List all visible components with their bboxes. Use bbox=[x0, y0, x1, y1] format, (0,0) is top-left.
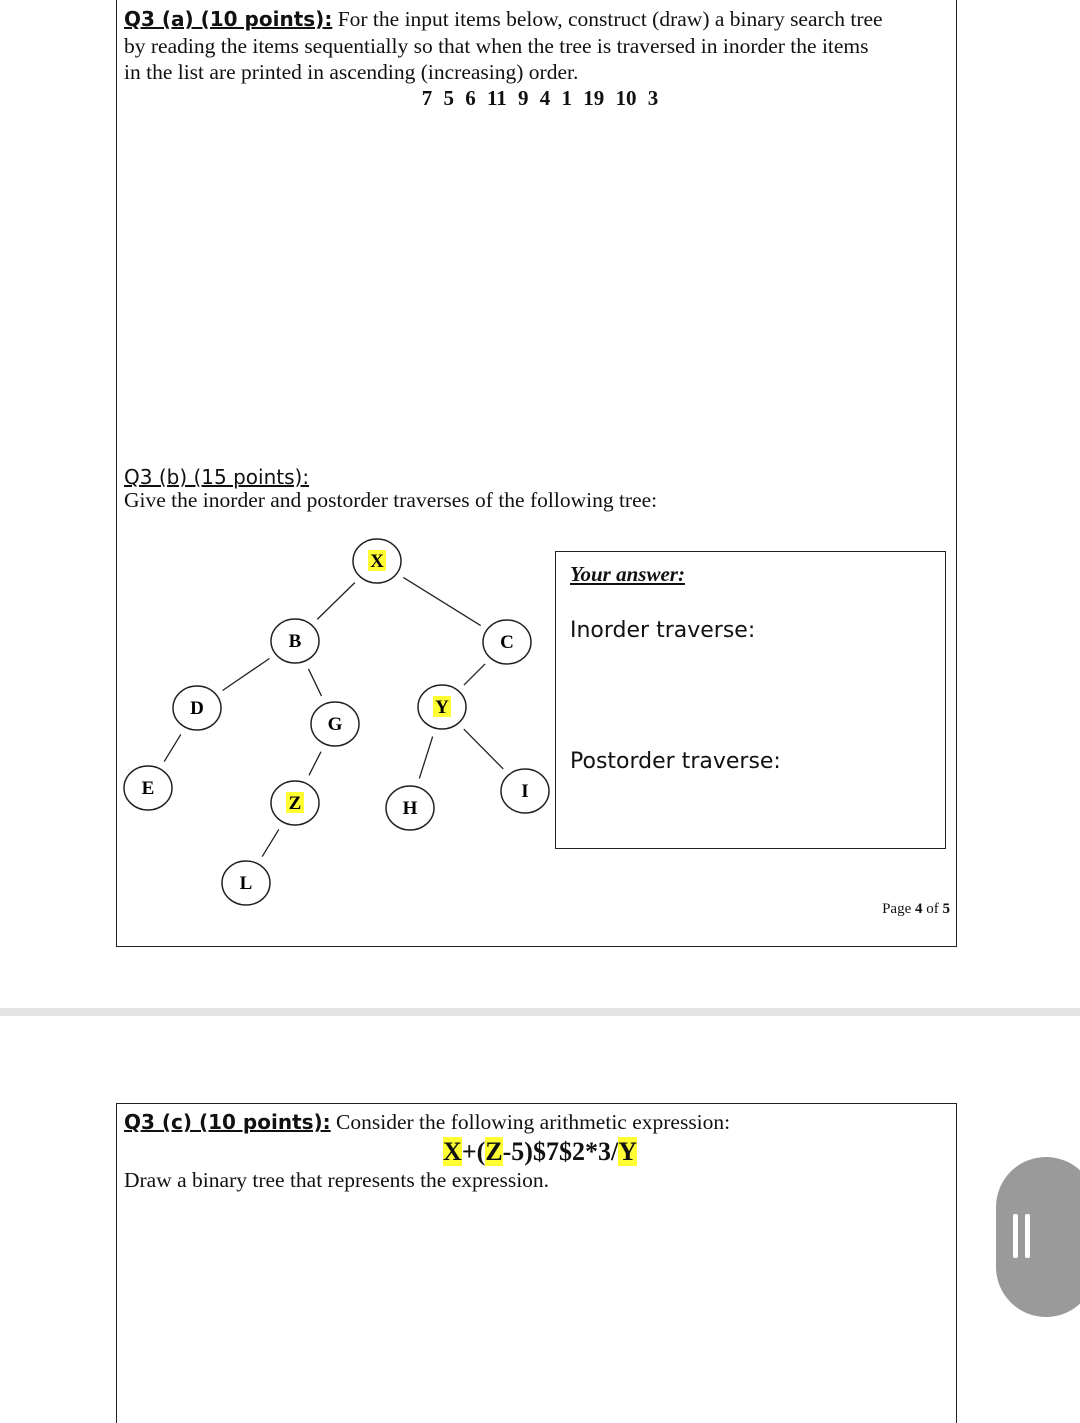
tree-edge-x-c bbox=[403, 577, 480, 625]
sequence-item: 5 bbox=[443, 86, 454, 110]
tree-edge-b-d bbox=[223, 658, 270, 690]
expr-part-x: X bbox=[443, 1137, 462, 1166]
inorder-label: Inorder traverse: bbox=[570, 618, 756, 643]
tree-node-label: L bbox=[239, 873, 253, 894]
q3c-label: Q3 (c) (10 points): bbox=[124, 1110, 331, 1134]
answer-title: Your answer: bbox=[570, 562, 685, 586]
tree-node-label: D bbox=[190, 698, 204, 719]
postorder-label: Postorder traverse: bbox=[570, 749, 781, 774]
tree-node-label: B bbox=[288, 631, 302, 652]
tree-node-x bbox=[353, 539, 401, 583]
tree-edge-g-z bbox=[309, 752, 321, 776]
sequence-item: 9 bbox=[518, 86, 529, 110]
tree-edge-b-g bbox=[308, 669, 321, 696]
tree-edge-d-e bbox=[164, 734, 181, 761]
sequence-item: 3 bbox=[647, 86, 659, 110]
expr-part: +( bbox=[461, 1137, 486, 1166]
arithmetic-expression bbox=[0, 1137, 1080, 1167]
scroll-handle[interactable] bbox=[996, 1157, 1080, 1317]
tree-node-d bbox=[173, 686, 221, 730]
tree-node-label: Y bbox=[435, 697, 449, 718]
q3b-text-line1: Give the inorder and postorder traverses of the following tree: bbox=[124, 488, 658, 512]
tree-node-label: C bbox=[500, 632, 514, 653]
grip-bar bbox=[1013, 1214, 1018, 1258]
q3c-text-line2: Draw a binary tree that represents the expression. bbox=[124, 1168, 550, 1192]
expr-part: -5)$7$2*3/ bbox=[502, 1137, 619, 1166]
sequence-item: 7 bbox=[421, 86, 433, 110]
tree-node-e bbox=[124, 766, 172, 810]
tree-edge-x-b bbox=[317, 583, 355, 620]
tree-node-i bbox=[501, 769, 549, 813]
tree-node-label: H bbox=[402, 798, 418, 819]
q3a-label: Q3 (a) (10 points): bbox=[124, 7, 333, 31]
q3a-text-line1: For the input items below, construct (draw) a binary search tree bbox=[337, 7, 883, 31]
tree-edge-y-i bbox=[464, 729, 503, 769]
sequence-item: 1 bbox=[561, 86, 573, 110]
sequence-item: 19 bbox=[583, 86, 605, 110]
page-number-total: 5 bbox=[942, 901, 950, 917]
tree-edge-y-h bbox=[419, 737, 432, 779]
expr-part-z: Z bbox=[485, 1137, 503, 1166]
sequence-item: 10 bbox=[615, 86, 637, 110]
q3c-first-line bbox=[124, 1109, 730, 1136]
page-divider bbox=[0, 1008, 1080, 1016]
page-number-prefix: Page bbox=[882, 901, 915, 917]
sequence-item: 11 bbox=[486, 86, 507, 110]
tree-node-label: X bbox=[370, 551, 384, 572]
grip-bar bbox=[1025, 1214, 1030, 1258]
page-number-current: 4 bbox=[915, 901, 923, 917]
tree-node-g bbox=[311, 702, 359, 746]
sequence-item: 6 bbox=[465, 86, 476, 110]
tree-node-b bbox=[271, 619, 319, 663]
tree-node-c bbox=[483, 620, 531, 664]
tree-node-label: G bbox=[327, 714, 343, 735]
tree-node-label: I bbox=[521, 781, 529, 802]
page-number bbox=[882, 901, 950, 918]
tree-edge-z-l bbox=[262, 829, 279, 856]
q3c-text-line1: Consider the following arithmetic expression: bbox=[336, 1110, 731, 1134]
tree-node-l bbox=[222, 861, 270, 905]
tree-node-h bbox=[386, 786, 434, 830]
q3b-label: Q3 (b) (15 points): bbox=[124, 465, 310, 489]
answer-box[interactable] bbox=[555, 551, 946, 849]
q3a-text-line2: by reading the items sequentially so that when the tree is traversed in inorder the items bbox=[124, 34, 869, 58]
tree-node-label: E bbox=[141, 778, 155, 799]
sequence-item: 4 bbox=[539, 86, 551, 110]
tree-edge-c-y bbox=[464, 664, 485, 685]
expr-part-y: Y bbox=[618, 1137, 637, 1166]
tree-node-label: Z bbox=[288, 793, 302, 814]
q3a-text-line3: in the list are printed in ascending (increasing) order. bbox=[124, 60, 579, 84]
page-number-middle: of bbox=[922, 901, 943, 917]
tree-node-z bbox=[271, 781, 319, 825]
tree-node-y bbox=[418, 685, 466, 729]
